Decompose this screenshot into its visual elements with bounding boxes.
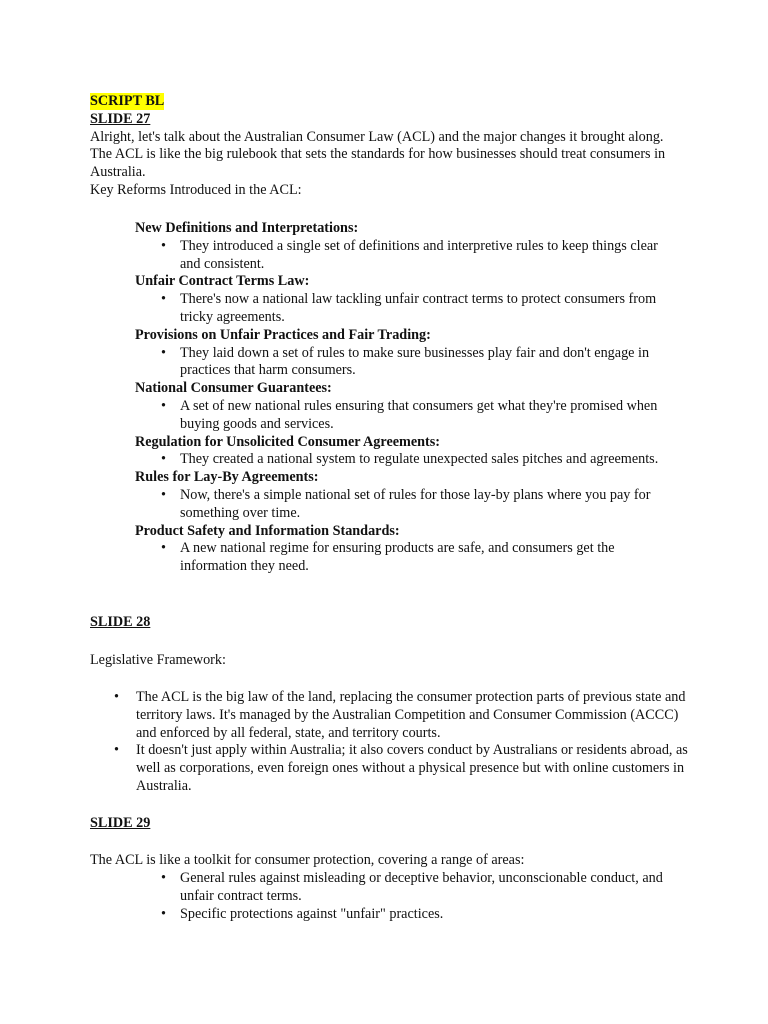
bullet-icon: •: [114, 689, 119, 705]
slide-27-section: [90, 93, 690, 200]
bullet-icon: •: [161, 540, 166, 557]
reform-bullet-text: There's now a national law tackling unfair contract terms to protect consumers from tricky agreements.: [180, 291, 657, 325]
slide-29-heading: SLIDE 29: [90, 815, 151, 831]
list-item: [161, 451, 675, 469]
slide-29-list: [90, 870, 710, 923]
slide-28-list: [90, 689, 710, 796]
reform-title: Rules for Lay-By Agreements:: [135, 469, 319, 486]
reforms-list: [90, 220, 710, 576]
reform-title: Provisions on Unfair Practices and Fair Trading:: [135, 326, 431, 343]
reform-title: New Definitions and Interpretations:: [135, 220, 359, 236]
list-item: [161, 905, 680, 924]
reform-bullet-text: They laid down a set of rules to make sure businesses play fair and don't engage in practices that harm consumers.: [180, 344, 650, 379]
slide-29-bullet-text: General rules against misleading or deceptive behavior, unconscionable conduct, and unfair contract terms.: [180, 870, 663, 904]
reform-title: National Consumer Guarantees:: [135, 380, 332, 397]
bullet-icon: •: [161, 237, 166, 254]
reform-bullet-text: A set of new national rules ensuring that consumers get what they're promised when buying goods and services.: [180, 397, 658, 432]
slide-29-bullet-text: Specific protections against "unfair" practices.: [180, 905, 444, 922]
list-item: [161, 540, 675, 576]
reform-bullet-text: They introduced a single set of definitions and interpretive rules to keep things clear and consistent.: [180, 237, 658, 272]
list-item: [161, 486, 675, 523]
key-reforms-label: Key Reforms Introduced in the ACL:: [90, 181, 302, 198]
list-item: [114, 689, 696, 742]
reform-bullet-text: Now, there's a simple national set of rules for those lay-by plans where you pay for something over time.: [180, 486, 651, 521]
list-item: [114, 742, 696, 795]
list-item: [161, 870, 680, 906]
reform-bullet-text: They created a national system to regulate unexpected sales pitches and agreements.: [180, 451, 659, 468]
bullet-icon: •: [161, 397, 166, 414]
slide-28-heading: SLIDE 28: [90, 614, 151, 630]
list-item: [161, 397, 675, 434]
bullet-icon: •: [161, 291, 166, 308]
reform-title: Regulation for Unsolicited Consumer Agreements:: [135, 433, 441, 450]
slide-28-subheading: Legislative Framework:: [90, 652, 226, 668]
slide-27-intro: Alright, let's talk about the Australian Consumer Law (ACL) and the major changes it brought along. The ACL is like the big rulebook that sets the standards for how businesses should treat consumers in Australia.: [90, 128, 666, 181]
list-item: [161, 344, 675, 381]
slide-29-intro: The ACL is like a toolkit for consumer protection, covering a range of areas:: [90, 852, 525, 868]
reform-title: Unfair Contract Terms Law:: [135, 273, 310, 290]
bullet-icon: •: [161, 870, 166, 886]
script-tag: SCRIPT BL: [90, 93, 165, 109]
list-item: [161, 291, 675, 327]
list-item: [161, 237, 675, 274]
slide-27-heading: SLIDE 27: [90, 110, 151, 127]
reform-title: Product Safety and Information Standards:: [135, 522, 400, 539]
bullet-icon: •: [161, 344, 166, 361]
slide-28-bullet-text: The ACL is the big law of the land, replacing the consumer protection parts of previous state and territory laws. It's managed by the Australian Competition and Consumer Commission (ACCC) and enforced by all federal, state, and territory courts.: [136, 689, 686, 741]
bullet-icon: •: [161, 451, 166, 468]
reform-bullet-text: A new national regime for ensuring products are safe, and consumers get the information they need.: [180, 540, 615, 575]
bullet-icon: •: [161, 905, 166, 922]
bullet-icon: •: [114, 742, 119, 759]
slide-28-bullet-text: It doesn't just apply within Australia; it also covers conduct by Australians or residents abroad, as well as corporations, even foreign ones without a physical presence but with online customers in Australia.: [136, 742, 688, 794]
bullet-icon: •: [161, 486, 166, 503]
